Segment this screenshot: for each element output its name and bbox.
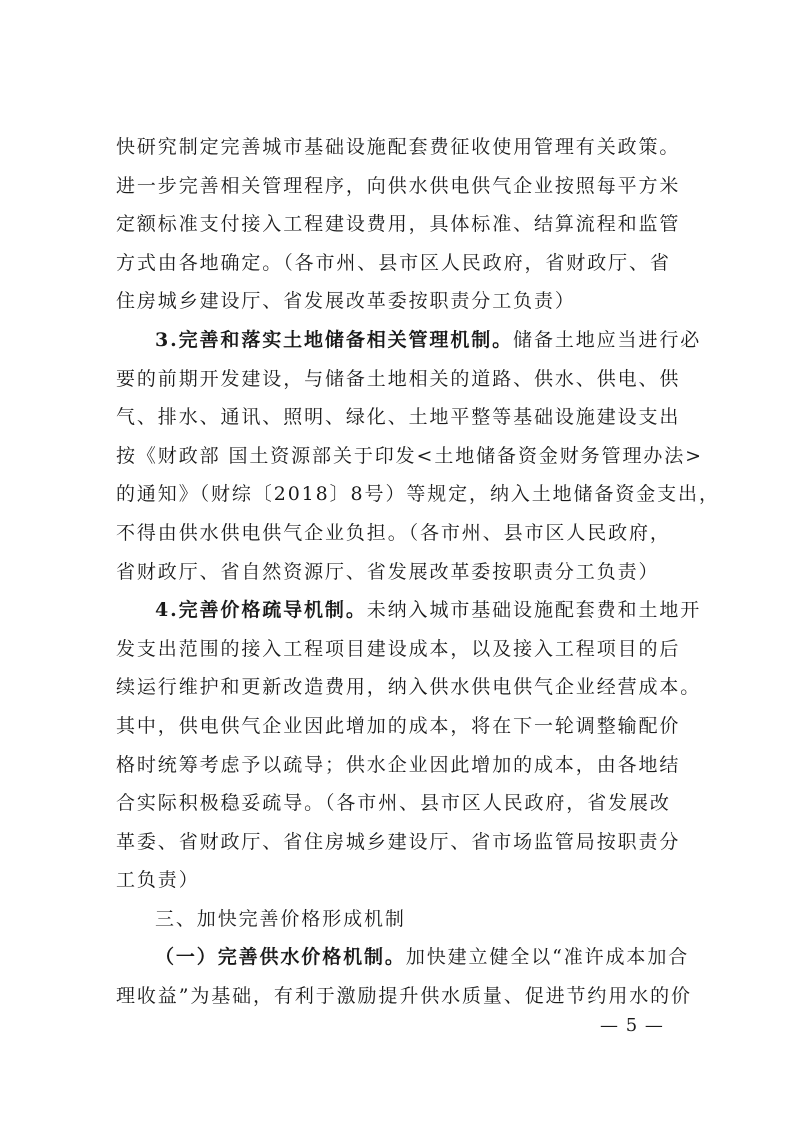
paragraph-land-reserve xyxy=(116,321,720,591)
text-line: 进一步完善相关管理程序，向供水供电供气企业按照每平方米 xyxy=(116,174,681,197)
section-heading xyxy=(116,900,696,939)
text-line: 住房城乡建设厅、省发展改革委按职责分工负责） xyxy=(116,290,576,313)
paragraph-lead: （一）完善供水价格机制。 xyxy=(155,946,406,969)
text-line: 合实际积极稳妥疏导。（各市州、县市区人民政府，省发展改 xyxy=(116,792,671,815)
text-line-first xyxy=(116,321,702,360)
text-line: 定额标准支付接入工程建设费用，具体标准、结算流程和监管 xyxy=(116,213,681,236)
text-line: 省财政厅、省自然资源厅、省发展改革委按职责分工负责） xyxy=(116,560,660,583)
paragraph-continuation xyxy=(116,128,696,321)
text-line: 续运行维护和更新改造费用，纳入供水供电供气企业经营成本。 xyxy=(116,676,702,699)
text-line: 气、排水、通讯、照明、绿化、土地平整等基础设施建设支出 xyxy=(116,406,681,429)
text-line: 要的前期开发建设，与储备土地相关的道路、供水、供电、供 xyxy=(116,367,681,390)
text-line: 理收益”为基础，有利于激励提升供水质量、促进节约用水的价 xyxy=(116,985,692,1008)
text-line: 快研究制定完善城市基础设施配套费征收使用管理有关政策。 xyxy=(116,136,681,158)
text-line: 不得由供水供电供气企业负担。（各市州、县市区人民政府， xyxy=(116,521,671,544)
document-body xyxy=(116,128,720,1016)
paragraph-water-price xyxy=(116,938,696,1015)
text-line: 按《财政部 国土资源部关于印发<土地储备资金财务管理办法> xyxy=(116,444,703,467)
text-line-first xyxy=(116,591,702,630)
text-line-first xyxy=(116,938,696,977)
paragraph-text: 加快建立健全以“准许成本加合 xyxy=(405,946,690,969)
text-line: 方式由各地确定。（各市州、县市区人民政府，省财政厅、省 xyxy=(116,251,671,274)
paragraph-price-pass-through xyxy=(116,591,702,900)
paragraph-text: 未纳入城市基础设施配套费和土地开 xyxy=(366,599,702,622)
page-number: — 5 — xyxy=(600,1015,664,1036)
paragraph-lead: 4.完善价格疏导机制。 xyxy=(155,599,367,622)
text-line: 其中，供电供气企业因此增加的成本，将在下一轮调整输配价 xyxy=(116,714,681,737)
text-line: 工负责） xyxy=(116,869,200,892)
text-line: 的通知》（财综〔2018〕8号）等规定，纳入土地储备资金支出， xyxy=(116,483,720,506)
text-line: 格时统筹考虑予以疏导；供水企业因此增加的成本，由各地结 xyxy=(116,753,681,776)
text-line: 革委、省财政厅、省住房城乡建设厅、省市场监管局按职责分 xyxy=(116,830,681,853)
paragraph-text: 储备土地应当进行必 xyxy=(513,328,702,351)
text-line: 发支出范围的接入工程项目建设成本，以及接入工程项目的后 xyxy=(116,637,681,660)
section-heading-text: 三、加快完善价格形成机制 xyxy=(155,907,406,930)
paragraph-lead: 3.完善和落实土地储备相关管理机制。 xyxy=(155,328,514,351)
